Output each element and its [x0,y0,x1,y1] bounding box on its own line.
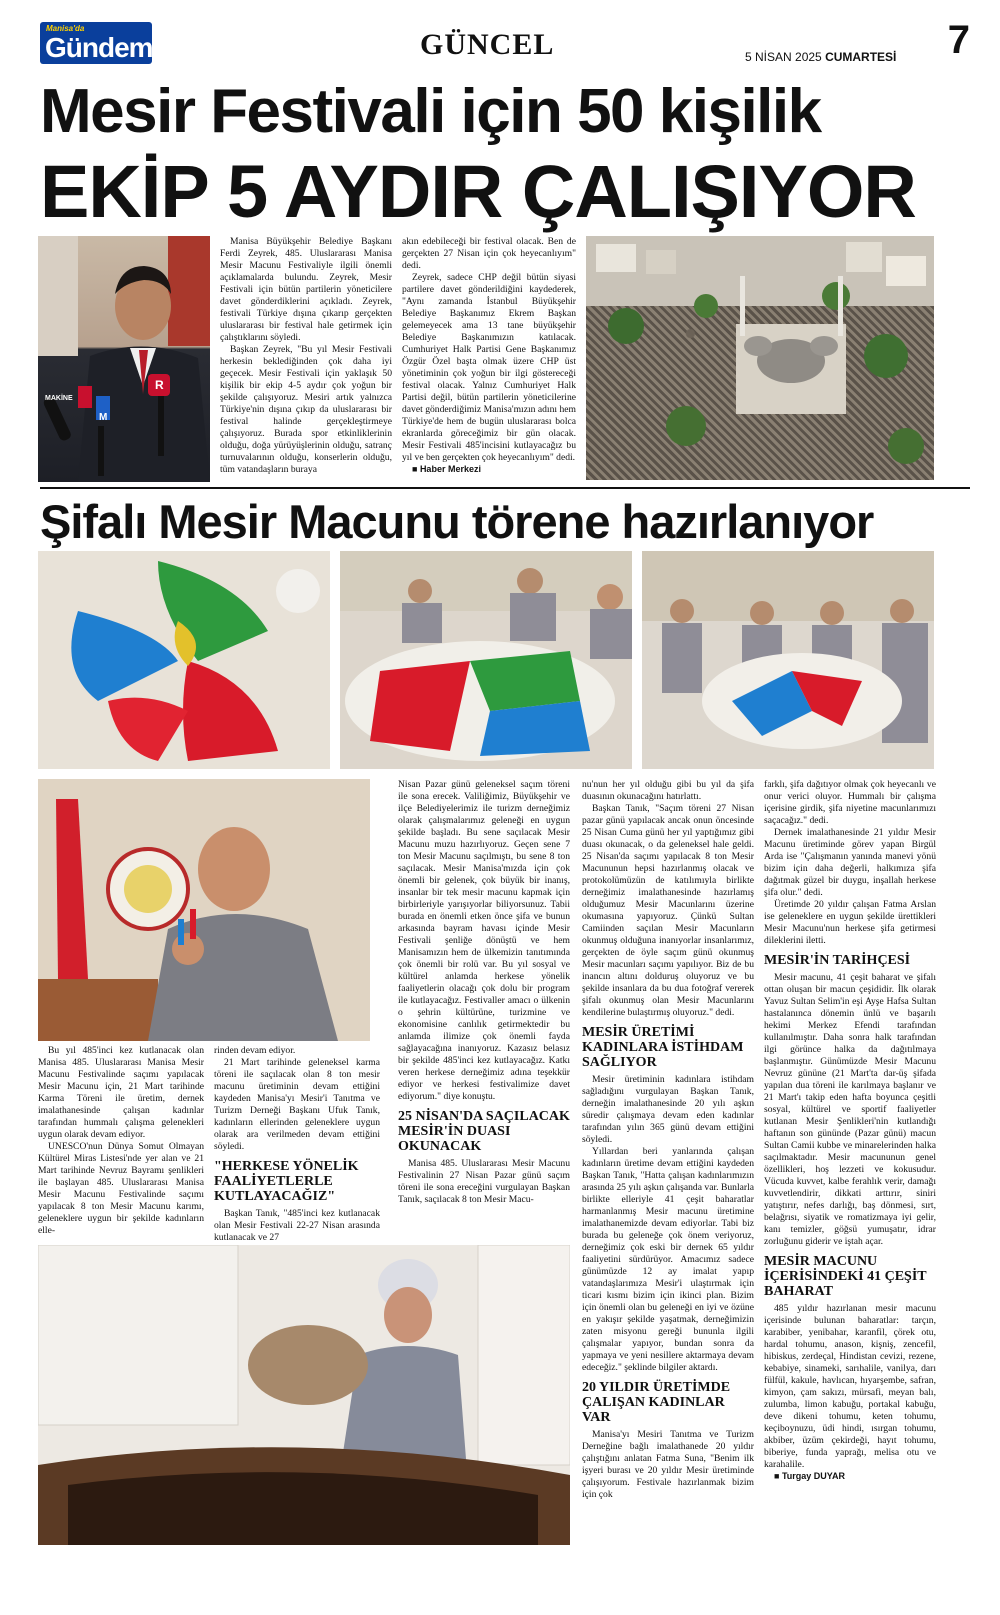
paragraph: Yıllardan beri yanlarında çalışan kadınların üretime devam ettiğini kaydeden Başkan Tanık, "Hatta çalışan kadınlarımızın arasında 25 yılı aşkın çalışanda var. Bunlarla birlikte elleriyle 41 çeşit baharatlar harmanlanmış Mesir macunu üretimine imalathanemizde devam ediyorlar. Tabi biz burada bu geleneğe çok önem veriyoruz, derneğimiz çok eski bir dernek 65 yıldır faaliyetini sürdürüyor. Amacımız sadece günümüzde 12 ay imalat yapıp vatandaşlarımıza Mesir'i ulaştırmak için ticari kısmı bizim için ikinci plan. Bizim için önemli olan bu geleneği en iyi ve özüne en yakışır şekilde yaşatmak, derneğimizin zaten misyonu gereği bununla ilgili çalışmalar yapıyor, bundan sonra da yapmaya ve yeni nesillere aktarmaya devam edeceğiz." şeklinde bilgiler aktardı. [582,1146,754,1373]
paragraph: UNESCO'nun Dünya Somut Olmayan Kültürel Miras Listesi'nde yer alan ve 21 Mart tarihinde Nevruz Bayramı şenlikleri ile başlayan 485. Uluslararası Manisa Mesir Macunu Festivalinde saçımı yapılacak 8 ton Mesir Macunu karımı, geleneklere uygun bir şekilde kadınların elle- [38,1141,204,1236]
headline-line-2: EKİP 5 AYDIR ÇALIŞIYOR [40,150,916,233]
paragraph: Manisa'yı Mesiri Tanıtma ve Turizm Derneğine bağlı imalathanede 20 yıldır çalıştığını anlatan Fatma Suna, "Benim ilk işyeri burası ve 20 yıldır Mesir üretiminde çalışıyorum. Festivale hazırlanmak bizim için çok [582,1429,754,1500]
mesir-photo-2 [340,551,632,769]
story1-column-1 [220,236,392,486]
subheading-3: MESİR ÜRETİMİ KADINLARA İSTİHDAM SAĞLIYOR [582,1025,744,1070]
logo-subtitle: Manisa'da [46,24,85,33]
paragraph: Mesir macunu, 41 çeşit baharat ve şifalı ottan oluşan bir macun çeşididir. İlk olarak Yavuz Sultan Selim'in eşi Ayşe Hafsa Sultan hastalanınca dönemin ünlü ve başarılı hekimi Merkez Efendi tarafından kullanılmıştır. Daha sonra halk tarafından ilgi görünce halka da dağıtılmaya başlanmıştır. Günümüzde Mesir Macunu Nevruz gününe (21 Mart'ta dar-üş şifada yapılan dua töreni ile karılmaya başlanır ve 21 Mart'ı takip eden hafta boyunca çeşitli sosyal, kültürel ve sportif faaliyetler kutlanan Mesir Şenlikleri'nin kutlandığı haftanın son gününde (Pazar günü) macun Sultan Camii kubbe ve minarelerinden halka saçılmaktadır. Mesir macununun genel özellikleri, hoş lezzeti ve kokusudur. Vücuda kuvvet, kalbe ferahlık verir, damağı kuvvetlendirir, dikkati arttırır, siniri yatıştırır, nefes darlığı, baş dönmesi, sırt, belağrısı, siyatik ve romatizmaya iyi gelir, kanı temizler, göğsü yumuşatır, idrar zorluğunu giderir ve iştah açar. [764,972,936,1247]
story2-column-2 [214,1045,380,1241]
logo-name: Gündem [45,32,153,63]
headline-story-2: Şifalı Mesir Macunu törene hazırlanıyor [40,495,874,548]
story2-column-3 [398,779,570,1241]
subheading-6: MESİR MACUNU İÇERİSİNDEKİ 41 ÇEŞİT BAHARAT [764,1254,927,1299]
paragraph: Başkan Tanık, "485'inci kez kutlanacak olan Mesir Festivali 22-27 Nisan arasında kutlanacak ve 27 [214,1208,380,1241]
paragraph: Mesir üretiminin kadınlara istihdam sağladığını vurgulayan Başkan Tanık, derneğin imalathanesinde 20 yılı aşkın süredir çalışmaya devam eden kadınlar tarafından yılın 365 günü devam ettiğini söyledi. [582,1074,754,1145]
woman-worker-illustration [38,1245,570,1545]
headline-line-1: Mesir Festivali için 50 kişilik [40,77,821,146]
paragraph: Başkan Zeyrek, "Bu yıl Mesir Festivali herkesin beklediğinden çok daha iyi geçecek. Mesir Festivali için yaklaşık 50 kişilik bir ekip 4-5 aydır çok yoğun bir şekilde çalışıyoruz. Mesiri artık yalnızca Türkiye'nin dışına çıkıp da uluslararası bir festival halinde gerçekleştirmeye çalışıyoruz. Burada spor etkinliklerinin olduğu, doğa yürüyüşlerinin olduğu, satranç turnuvalarının olduğu, konserlerin olduğu, tüm vatandaşların buraya [220,344,392,475]
mic-label-2: R [155,378,164,392]
paragraph: nu'nun her yıl olduğu gibi bu yıl da şifa duasının okunacağını hatırlattı. [582,779,754,802]
paragraph: 21 Mart tarihinde geleneksel karma töreni ile saçılacak olan 8 ton mesir macunu üretiminin devam ettiğini kaydeden Manisa'yı Mesir'i Tanıtma ve Turizm Derneği Başkanı Ufuk Tanık, kadınların ellerinden geleneklere uygun olarak ara verilmeden devam ettiğini söyledi. [214,1057,380,1152]
byline: ■ Haber Merkezi [412,464,481,474]
newspaper-logo[interactable] [40,22,152,64]
paragraph: Dernek imalathanesinde 21 yıldır Mesir Macunu üretiminde görev yapan Birgül Arda ise "Çalışmanın yanında manevi yönü bizim için daha değerli, halkımıza şifa dağıtmak güzel bir duygu, inşallah herkese şifa olur." dedi. [764,827,936,898]
workers-table-illustration [642,551,934,769]
subheading-2: 25 NİSAN'DA SAÇILACAK MESİR'İN DUASI OKUNACAK [398,1109,570,1154]
paragraph: Zeyrek, sadece CHP değil bütün siyasi partilere davet gönderildiğini kaydederek, "Aynı zamanda İstanbul Büyükşehir Belediye Başkanımız Ekrem Başkan gelemeyecek ama 13 tane büyükşehir Belediye Başkanımızın katılacak. Cumhuriyet Halk Partisi Gene Başkanımız Özgür Özel başta olmak üzere CHP üst yönetiminin çok yoğun bir ilgi göstereceği festival olacak. Yalnız Cumhuriyet Halk Partisi değil, bütün partilerin yöneticilerine davet gönderdiğimiz Manisa'mızın adını hem Türkiye'de hem de bugün uluslararası bolca ekranlarda göreceğimiz bir gün olacak. Mesir Festivali 485'incisini kutlayacağız bu yıl ve ben gerçekten çok heyecanlıyım" dedi. [402,272,576,463]
paragraph: rinden devam ediyor. [214,1045,296,1056]
paragraph: Bu yıl 485'inci kez kutlanacak olan Manisa 485. Uluslararası Manisa Mesir Macunu Festivalinde saçımı yapılacak Mesir Macunu için, 21 Mart tarihinde Karma Töreni ile üretim, dernek imalathanesinde çalışan kadınlar tarafından hummalı çalışma gelenekleri uygun olarak devam ediyor. [38,1045,204,1140]
section-title: GÜNCEL [420,28,555,61]
mesir-photo-3 [642,551,934,769]
masthead [40,18,970,70]
mic-label-1: MAKİNE [45,395,73,402]
festival-aerial-photo [586,236,934,480]
aerial-illustration [586,236,934,480]
association-president-photo [38,779,370,1041]
paragraph: Başkan Tanık, "Saçım töreni 27 Nisan pazar günü yapılacak ancak onun öncesinde 25 Nisan Cuma günü her yıl yaptığımız gibi duası okunacak, o da geleneksel hale geldi. 25 Nisan'da saçımı yapılacak 8 ton Mesir Macununun hepsi hazırlanmış olacak ve protokolümüzün de katılımıyla birlikte derneğimiz imalathanesinde hazırlamış olduğumuz Mesir Macunlarını üzerine okumasına yapıyoruz. Çünkü Sultan Camiinden saçılan Mesir Macunların okunmuş olduğuna inanıyorlar insanlarımız, gerçekten de öyle saçım günü okunmuş Mesir macunları saçımı yapılıyor. Biz de bu inancın altını dolduruş oluyoruz ve bu şekilde insanlara da bu dua fotoğraf vererek şifalı okunmuş olan Mesir Macunlarını kendilerine bulaştırmış oluyoruz." dedi. [582,803,754,1018]
section-divider [40,487,970,489]
date: 5 NİSAN 2025 [745,50,822,64]
woman-worker-photo [38,1245,570,1545]
subheading-5: MESİR'İN TARİHÇESİ [764,953,911,968]
story2-column-5 [764,779,936,1585]
story2-column-4 [582,779,754,1585]
wrapped-candies-illustration [38,551,330,769]
subheading-1: "HERKESE YÖNELİK FAALİYETLERLE KUTLAYACAĞIZ" [214,1159,359,1204]
paragraph: Manisa Büyükşehir Belediye Başkanı Ferdi Zeyrek, 485. Uluslararası Manisa Mesir Macunu Festivaliyle ilgili önemli açıklamalarda bulundu. Zeyrek, Mesir Festivali için bütün partilerin yöneticilere davet gönderdiklerini açıkladı. Zeyrek, festivali Türkiye dışına çıkarıp gerçekten uluslararası bir festival hale getirmek için çalıştıklarını söyledi. [220,236,392,343]
president-illustration [38,779,370,1041]
mayor-photo [38,236,210,482]
page-number: 7 [947,18,970,62]
paragraph: akın edebileceği bir festival olacak. Ben de gerçekten 27 Nisan için çok heyecanlıyım" dedi. [402,236,576,271]
mayor-illustration [38,236,210,482]
story2-column-1 [38,1045,204,1241]
paragraph: Manisa 485. Uluslararası Mesir Macunu Festivalinin 27 Nisan Pazar günü saçım töreni ile sona ereceğini vurgulayan Başkan Tanık, saçılacak 8 ton Mesir Macu- [398,1158,570,1205]
mic-flag-red [78,386,92,408]
byline: ■ Turgay DUYAR [774,1471,845,1481]
mesir-photo-1 [38,551,330,769]
paragraph: 485 yıldır hazırlanan mesir macunu içerisinde bulunan baharatlar: tarçın, karabiber, yenibahar, karanfil, çörek otu, hardal tohumu, anason, kişniş, zencefil, hibiskus, zerdeçal, Hindistan cevizi, rezene, kebabiye, sinameki, sarıhalile, vanilya, darı fülfül, kakule, havlıcan, hıyarşembe, safran, kimyon, çam sakızı, mürsafi, meyan balı, zulumba, limon kabuğu, portakal kabuğu, deve dikeni tohumu, keten tohumu, keçiboynuzu, üdi hindi, ısırgan tohumu, akbiber, üzüm çekirdeği, hayıt tohumu, biberiye, funda yaprağı, melisa otu ve karahalile. [764,1303,936,1470]
mic-label-3: M [99,412,108,423]
paragraph: farklı, şifa dağıtıyor olmak çok heyecanlı ve onur verici oluyor. Hummalı bir çalışma içerisine girdik, şifa niyetine macunlarımızı saçacağız." dedi. [764,779,936,826]
story1-column-2 [402,236,576,486]
workers-illustration [340,551,632,769]
paragraph: Üretimde 20 yıldır çalışan Fatma Arslan ise geleneklere en uygun şekilde ürettikleri Mesir Macunu'nun herkese şifa getirmesi dileklerini iletti. [764,899,936,946]
dateline [745,50,896,64]
weekday: CUMARTESİ [825,50,897,64]
paragraph: Nisan Pazar günü geleneksel saçım töreni ile sona erecek. Valiliğimiz, Büyükşehir ve ilçe Belediyelerimiz ile turizm derneğimiz olarak çalışmalarımız geleneği en uygun şekilde başladı. Bu sene saçılacak Mesir Macunu muzu hazırlıyoruz. Geçen sene 7 ton Mesir Macunu saçılmıştı, bu sene 8 ton saçılacak. Mesir Manisa'mızda için çok önemli bir gelenek, çok büyük bir inanış, insanlar bir tek mesir macunu kapmak için birbirleriyle yarışıyorlar biliyorsunuz. Tabii burada en önemli etken önce şifa ve bunun arkasında bayram havası içinde Mesir Festivali şenliğe dönüştü ve hem Manisamızın hem de ülkemizin tanıtımında çok önemli bir rolü var. Bu yıl sosyal ve kültürel anlamda herkese yönelik faaliyetlerin olacağı çok dolu bir program ile kutlayacağız. Festivaller amacı o ülkenin o şehrin kültürüne, turizmine ve ekonomisine canlılık getirmektedir bu anlamda ilimize çok önemli fayda sağlayacağına inanıyoruz. Kazasız belasız bir şekilde 485'inci kez kutlayacağız. Katkı veren herkese derneğimiz adına teşekkür ediyor ve herkesi festivalimize davet ediyorum." diye konuştu. [398,779,570,1102]
subheading-4: 20 YILDIR ÜRETİMDE ÇALIŞAN KADINLAR VAR [582,1380,731,1425]
